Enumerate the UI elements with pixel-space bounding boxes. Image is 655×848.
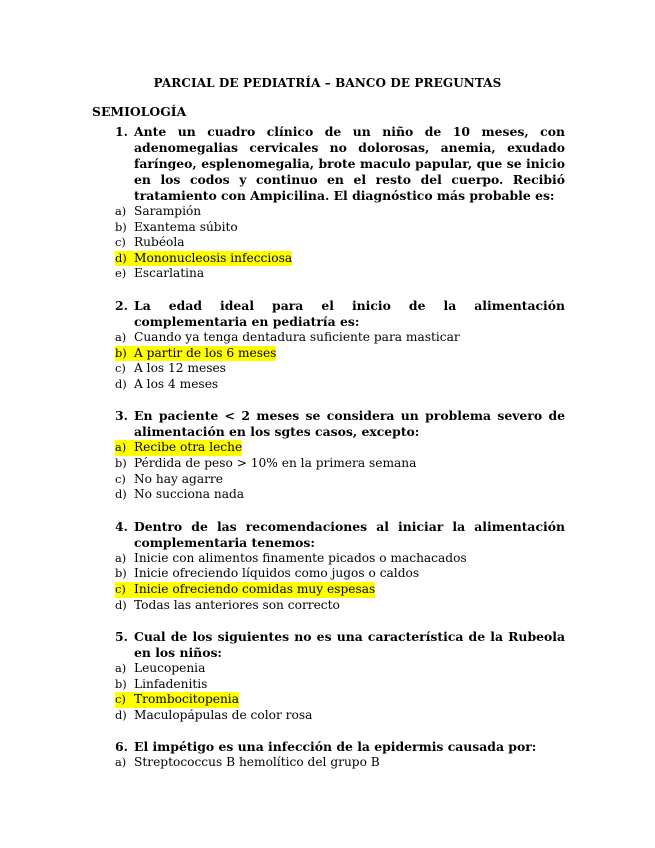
option-letter: a) bbox=[115, 550, 127, 565]
answer-options bbox=[115, 661, 565, 723]
answer-option bbox=[115, 487, 565, 503]
option-text: Cuando ya tenga dentadura suficiente para masticar bbox=[134, 329, 460, 344]
option-text: Linfadenitis bbox=[134, 676, 208, 691]
answer-option bbox=[115, 598, 565, 614]
option-letter: a) bbox=[115, 329, 127, 344]
question-item bbox=[115, 629, 565, 723]
option-letter: a) bbox=[115, 661, 127, 676]
question-stem bbox=[115, 519, 565, 551]
question-item bbox=[115, 298, 565, 392]
answer-option bbox=[115, 220, 565, 236]
answer-option bbox=[115, 472, 565, 488]
question-stem bbox=[115, 629, 565, 661]
option-letter: c) bbox=[115, 235, 126, 250]
answer-options bbox=[115, 551, 565, 613]
answer-option bbox=[115, 235, 565, 251]
question-number: 2. bbox=[115, 297, 128, 313]
answer-option bbox=[115, 708, 565, 724]
answer-option bbox=[115, 377, 565, 393]
question-stem bbox=[115, 408, 565, 440]
question-number: 5. bbox=[115, 629, 128, 645]
question-stem bbox=[115, 298, 565, 330]
answer-options bbox=[115, 330, 565, 392]
option-text: No hay agarre bbox=[134, 471, 223, 486]
document-title: PARCIAL DE PEDIATRÍA – BANCO DE PREGUNTAS bbox=[153, 76, 502, 90]
answer-option bbox=[115, 456, 565, 472]
question-text: Ante un cuadro clínico de un niño de 10 meses, con adenomegalias cervicales no dolorosas, anemia, exudado faríngeo, esplenomegalia, brote maculo papular, que se inicio en los codos y continuo en el resto del cuerpo. Recibió tratamiento con Ampicilina. El diagnóstico más probable es: bbox=[134, 124, 565, 203]
option-text: Inicie ofreciendo líquidos como jugos o caldos bbox=[134, 566, 420, 581]
question-list bbox=[115, 124, 565, 787]
answer-option-highlighted bbox=[115, 251, 565, 267]
answer-option bbox=[115, 677, 565, 693]
answer-option bbox=[115, 266, 565, 282]
option-text: Recibe otra leche bbox=[134, 440, 243, 455]
answer-options bbox=[115, 204, 565, 282]
question-number: 6. bbox=[115, 739, 128, 755]
option-text: Rubéola bbox=[134, 235, 185, 250]
option-letter: a) bbox=[115, 204, 127, 218]
question-text: El impétigo es una infección de la epidermis causada por: bbox=[134, 739, 537, 755]
question-number: 4. bbox=[115, 518, 128, 534]
option-letter: b) bbox=[115, 219, 127, 234]
option-letter: b) bbox=[115, 345, 127, 360]
option-text: A los 12 meses bbox=[134, 361, 226, 376]
answer-option-highlighted bbox=[115, 692, 565, 708]
question-item bbox=[115, 124, 565, 282]
option-text: Inicie ofreciendo comidas muy espesas bbox=[134, 581, 376, 596]
question-item bbox=[115, 739, 565, 771]
question-text: La edad ideal para el inicio de la alimentación complementaria en pediatría es: bbox=[134, 297, 565, 329]
option-text: Trombocitopenia bbox=[134, 692, 239, 707]
answer-option bbox=[115, 661, 565, 677]
option-letter: e) bbox=[115, 266, 127, 281]
option-text: Leucopenia bbox=[134, 661, 206, 676]
question-text: Cual de los siguientes no es una característica de la Rubeola en los niños: bbox=[134, 629, 565, 661]
question-text: En paciente < 2 meses se considera un problema severo de alimentación en los sgtes casos, excepto: bbox=[134, 408, 565, 440]
option-letter: c) bbox=[115, 471, 126, 486]
option-text: Escarlatina bbox=[134, 266, 205, 281]
question-item bbox=[115, 408, 565, 502]
option-text: A los 4 meses bbox=[134, 376, 219, 391]
option-letter: b) bbox=[115, 455, 127, 470]
option-text: A partir de los 6 meses bbox=[134, 345, 277, 360]
answer-option bbox=[115, 361, 565, 377]
option-letter: b) bbox=[115, 566, 127, 581]
option-letter: b) bbox=[115, 676, 127, 691]
option-letter: a) bbox=[115, 440, 127, 455]
option-text: Sarampión bbox=[134, 204, 202, 218]
answer-option bbox=[115, 551, 565, 567]
option-text: Mononucleosis infecciosa bbox=[134, 250, 293, 265]
option-letter: d) bbox=[115, 376, 127, 391]
option-letter: a) bbox=[115, 755, 127, 770]
question-number: 3. bbox=[115, 408, 128, 424]
option-letter: d) bbox=[115, 707, 127, 722]
option-text: Pérdida de peso > 10% en la primera semana bbox=[134, 455, 417, 470]
option-text: Exantema súbito bbox=[134, 219, 238, 234]
option-letter: c) bbox=[115, 361, 126, 376]
answer-options bbox=[115, 755, 565, 771]
option-letter: c) bbox=[115, 581, 126, 596]
option-letter: d) bbox=[115, 487, 127, 502]
answer-option bbox=[115, 330, 565, 346]
answer-options bbox=[115, 440, 565, 502]
answer-option bbox=[115, 566, 565, 582]
option-text: Inicie con alimentos finamente picados o machacados bbox=[134, 550, 467, 565]
answer-option-highlighted bbox=[115, 346, 565, 362]
section-heading: SEMIOLOGÍA bbox=[92, 104, 187, 119]
question-stem bbox=[115, 124, 565, 204]
answer-option bbox=[115, 204, 565, 220]
answer-option bbox=[115, 755, 565, 771]
option-letter: c) bbox=[115, 692, 126, 707]
option-text: Streptococcus B hemolítico del grupo B bbox=[134, 755, 380, 770]
option-text: Todas las anteriores son correcto bbox=[134, 597, 340, 612]
option-letter: d) bbox=[115, 597, 127, 612]
question-number: 1. bbox=[115, 124, 128, 139]
answer-option-highlighted bbox=[115, 582, 565, 598]
answer-option-highlighted bbox=[115, 440, 565, 456]
question-stem bbox=[115, 739, 565, 755]
question-text: Dentro de las recomendaciones al iniciar la alimentación complementaria tenemos: bbox=[134, 518, 565, 550]
option-letter: d) bbox=[115, 250, 127, 265]
question-item bbox=[115, 519, 565, 613]
option-text: Maculopápulas de color rosa bbox=[134, 707, 313, 722]
option-text: No succiona nada bbox=[134, 487, 245, 502]
